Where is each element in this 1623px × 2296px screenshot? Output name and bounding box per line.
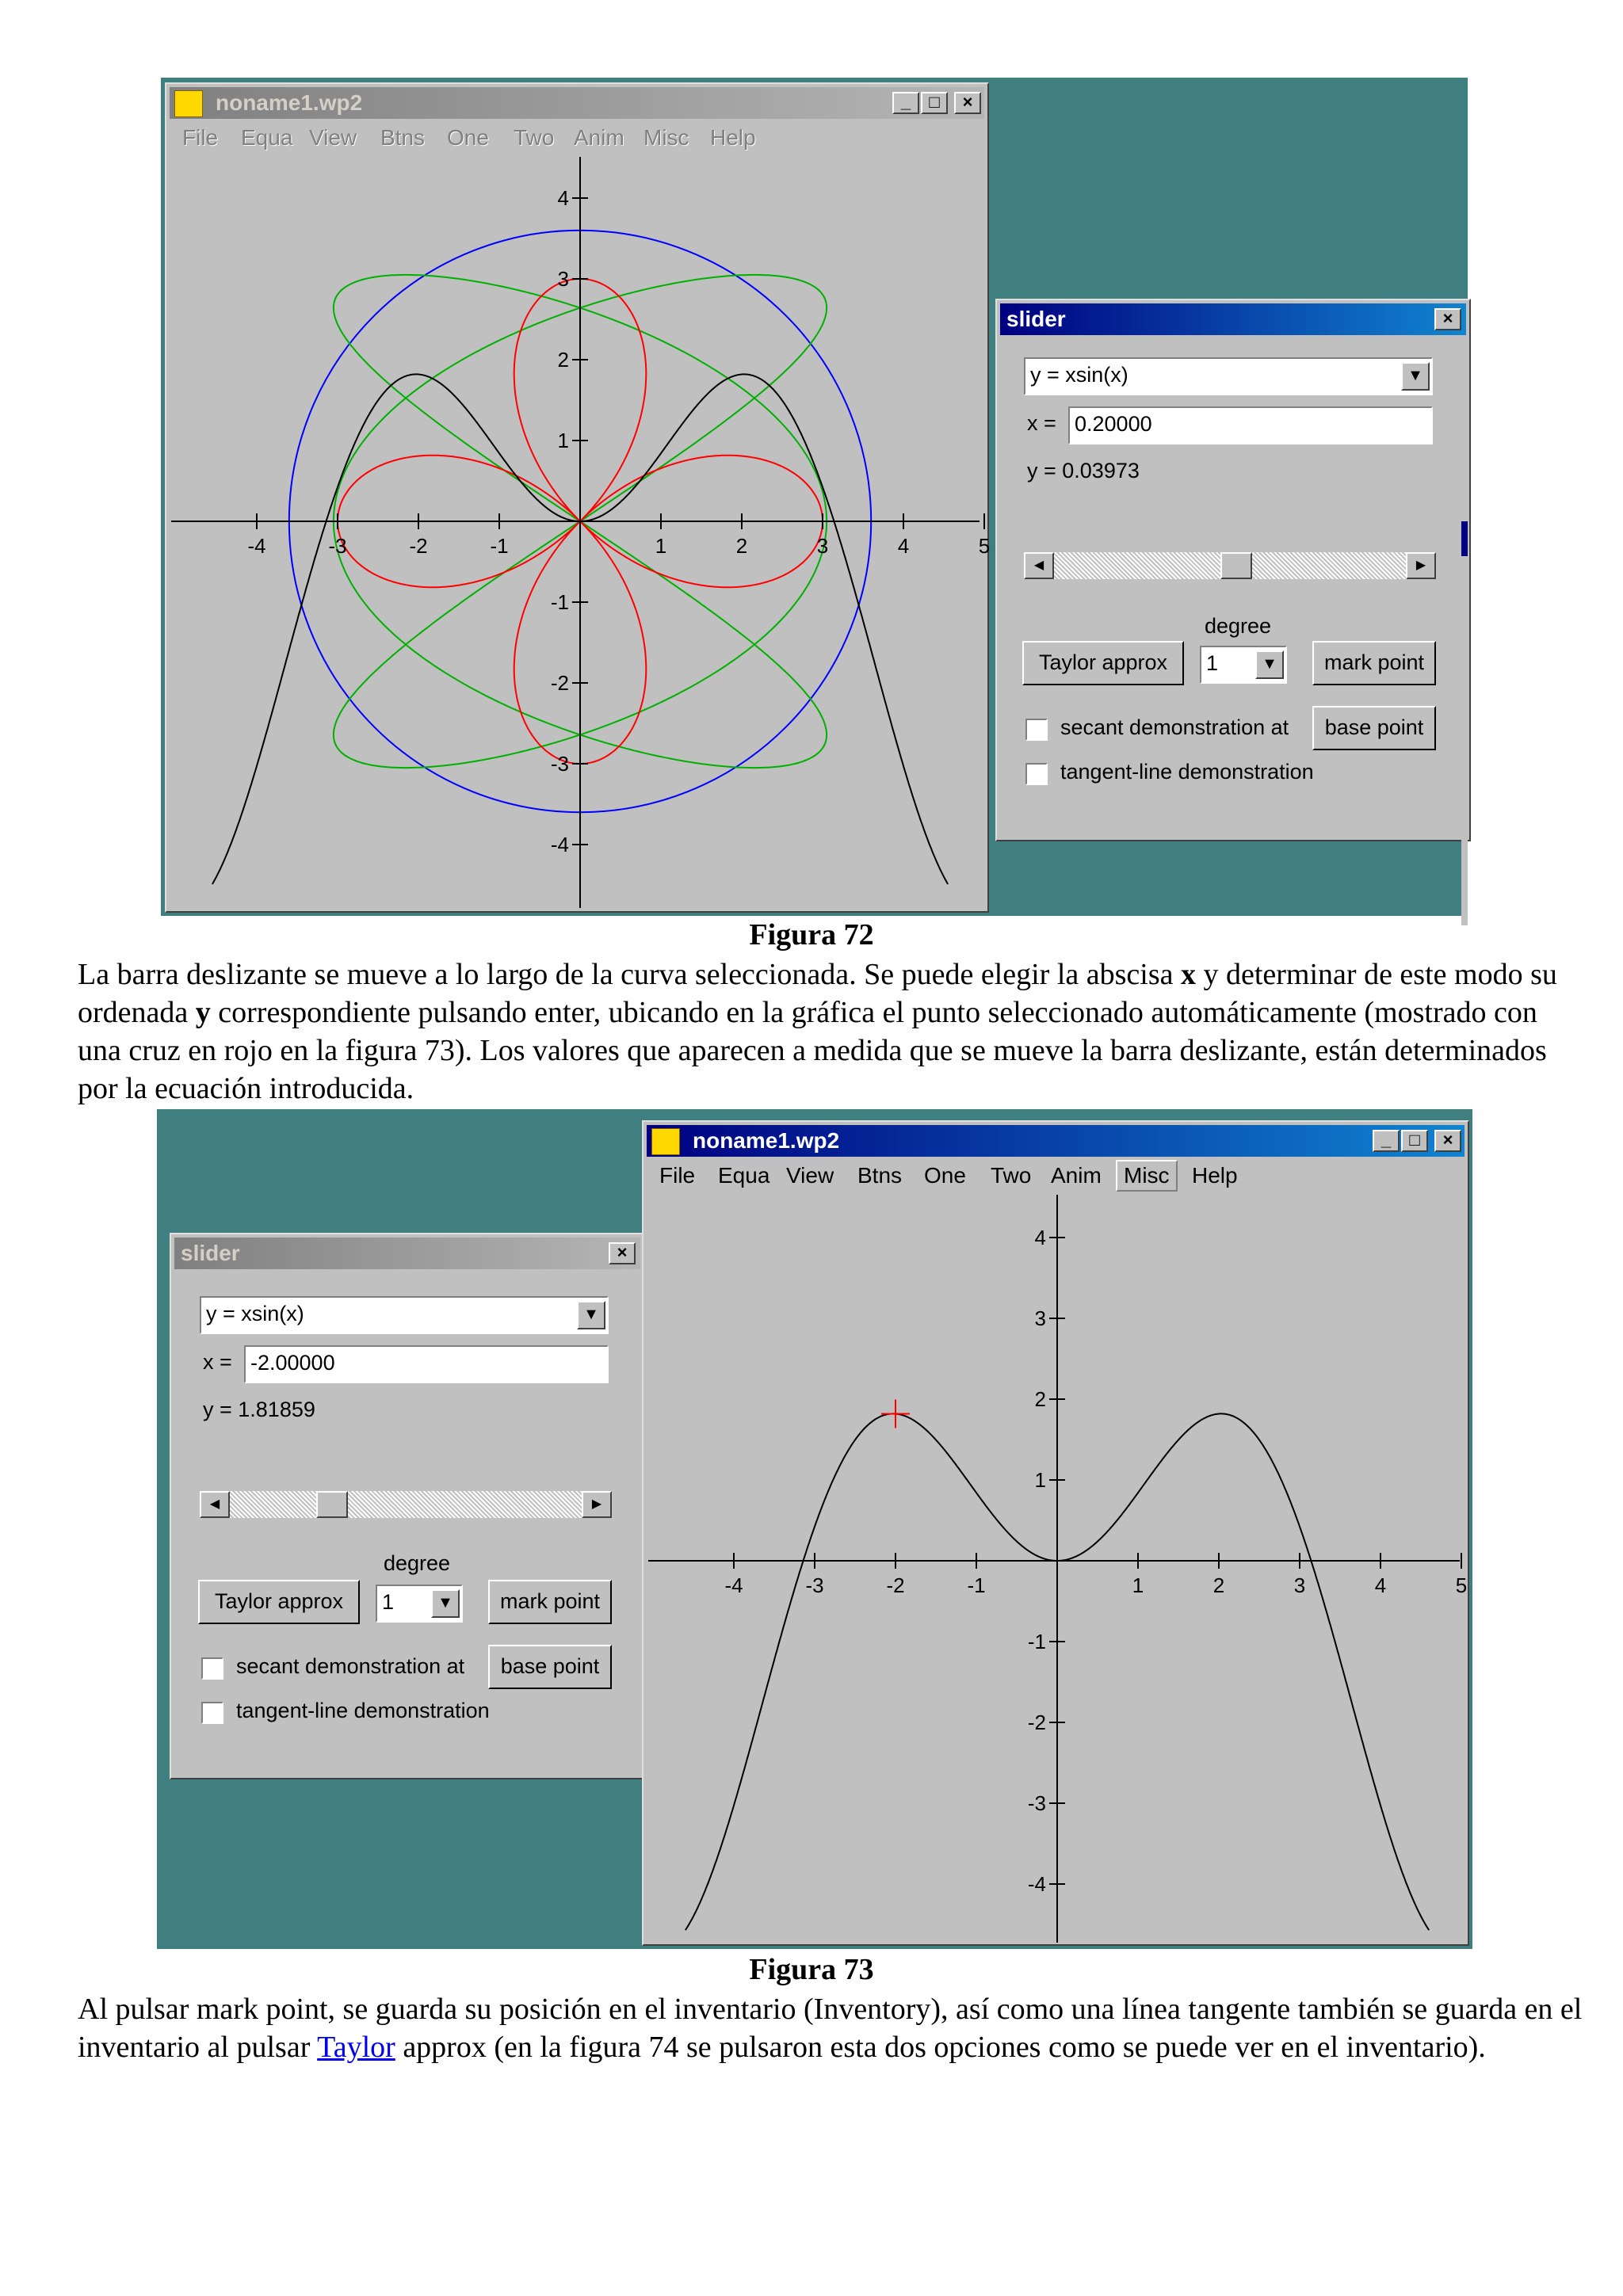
taylor-link[interactable]: Taylor — [317, 2031, 395, 2064]
y-readout: y = 1.81859 — [203, 1398, 315, 1421]
scroll-right-button[interactable]: ▶ — [1406, 552, 1436, 579]
y-tick-label: -3 — [550, 752, 569, 776]
window-title: noname1.wp2 — [216, 90, 363, 115]
chevron-down-icon[interactable]: ▼ — [577, 1301, 605, 1329]
paragraph-1-bold-x: x — [1180, 958, 1196, 991]
y-tick-label: 2 — [1034, 1387, 1046, 1411]
menu-one[interactable]: One — [447, 125, 489, 150]
x-label: x = — [203, 1350, 232, 1374]
tangent-checkbox[interactable] — [1025, 763, 1048, 785]
plot-window — [642, 1120, 1469, 1946]
minimize-button[interactable]: _ — [1373, 1130, 1400, 1152]
menu-two[interactable]: Two — [514, 125, 555, 150]
scroll-left-button[interactable]: ◀ — [200, 1491, 230, 1518]
menu-btns[interactable]: Btns — [380, 125, 426, 150]
x-tick-label: -4 — [724, 1573, 743, 1597]
taylor-approx-button[interactable]: Taylor approx — [198, 1580, 360, 1624]
menu-view[interactable]: View — [309, 125, 357, 150]
paragraph-2-text-b: approx (en la figura 74 se pulsaron esta dos opciones como se puede ver en el inventario). — [395, 2031, 1486, 2064]
tangent-label: tangent-line demonstration — [236, 1699, 490, 1722]
x-tick-label: 3 — [816, 534, 829, 558]
figure-72-screenshot — [161, 78, 1468, 916]
menu-equa[interactable]: Equa — [241, 125, 293, 150]
close-button[interactable]: × — [1434, 1130, 1461, 1152]
slider-titlebar[interactable] — [174, 1238, 640, 1269]
y-tick-label: 4 — [1034, 1226, 1046, 1249]
figure-73-caption: Figura 73 — [749, 1953, 874, 1986]
position-scrollbar[interactable] — [1024, 552, 1436, 579]
paragraph-1-text-b: y determinar de este modo su ordenada — [78, 958, 1557, 1029]
y-tick-label: 4 — [557, 186, 569, 210]
x-tick-label: -4 — [247, 534, 266, 558]
x-tick-label: 1 — [655, 534, 667, 558]
y-tick-label: -4 — [550, 833, 569, 856]
equation-select[interactable] — [1024, 357, 1433, 395]
degree-label: degree — [384, 1551, 451, 1575]
base-point-button[interactable]: base point — [1312, 706, 1436, 750]
scroll-thumb[interactable] — [316, 1491, 348, 1518]
maximize-button[interactable]: □ — [1401, 1130, 1428, 1152]
menu-btns[interactable]: Btns — [857, 1163, 903, 1188]
x-tick-label: -3 — [328, 534, 347, 558]
x-input[interactable]: 0.20000 — [1068, 406, 1433, 444]
paragraph-1 — [78, 955, 1583, 1108]
slider-title: slider — [181, 1241, 240, 1265]
maximize-button[interactable]: □ — [921, 92, 948, 114]
graph-area[interactable] — [648, 1195, 1468, 1943]
figure-73-screenshot — [157, 1109, 1472, 1949]
menu-help[interactable]: Help — [1192, 1163, 1238, 1188]
x-tick-label: 4 — [1374, 1573, 1387, 1597]
menu-file[interactable]: File — [659, 1163, 696, 1188]
menu-misc[interactable]: Misc — [643, 125, 689, 150]
menu-file[interactable]: File — [182, 125, 219, 150]
y-tick-label: 1 — [1034, 1468, 1046, 1492]
degree-value: 1 — [1206, 651, 1219, 675]
slider-titlebar[interactable] — [1000, 303, 1466, 335]
scroll-right-button[interactable]: ▶ — [582, 1491, 612, 1518]
menu-one[interactable]: One — [924, 1163, 966, 1188]
close-button[interactable]: × — [954, 92, 981, 114]
menu-two[interactable]: Two — [991, 1163, 1032, 1188]
y-tick-label: -4 — [1027, 1872, 1046, 1896]
paragraph-1-bold-y: y — [195, 996, 211, 1029]
degree-value: 1 — [382, 1590, 395, 1614]
app-icon — [651, 1128, 680, 1155]
x-tick-label: 5 — [978, 534, 991, 558]
secant-label: secant demonstration at — [1060, 715, 1289, 739]
app-icon — [174, 90, 203, 117]
secant-checkbox[interactable] — [1025, 719, 1048, 741]
paragraph-2 — [78, 1990, 1583, 2066]
y-readout: y = 0.03973 — [1027, 459, 1140, 482]
x-tick-label: 5 — [1455, 1573, 1468, 1597]
degree-label: degree — [1205, 614, 1272, 638]
plot-window-titlebar[interactable] — [170, 87, 984, 119]
x-tick-label: -3 — [805, 1573, 824, 1597]
y-tick-label: -1 — [550, 590, 569, 614]
paragraph-1-text-c: correspondiente pulsando enter, ubicando en la gráfica el punto seleccionado automáticamente (mostrado con una cruz en rojo en la figura 73). Los valores que aparecen a medida que se mueve la barra deslizante, están determinados por la ecuación introducida. — [78, 996, 1547, 1105]
window-title: noname1.wp2 — [693, 1128, 840, 1153]
tangent-label: tangent-line demonstration — [1060, 760, 1314, 784]
y-tick-label: -1 — [1027, 1630, 1046, 1653]
x-tick-label: 2 — [735, 534, 748, 558]
graph-area[interactable] — [171, 157, 991, 908]
taylor-approx-button[interactable]: Taylor approx — [1022, 641, 1184, 685]
position-scrollbar[interactable] — [200, 1491, 612, 1518]
equation-value: y = xsin(x) — [1030, 363, 1128, 387]
paragraph-2-text-a: Al pulsar mark point, se guarda su posición en el inventario (Inventory), así como una línea tangente también se guarda en el inventario al pulsar — [78, 1993, 1583, 2064]
secant-label: secant demonstration at — [236, 1654, 465, 1678]
x-tick-label: 2 — [1212, 1573, 1225, 1597]
scroll-track[interactable] — [230, 1491, 582, 1518]
x-input[interactable]: -2.00000 — [244, 1345, 609, 1383]
menu-anim[interactable]: Anim — [574, 125, 624, 150]
y-tick-label: 3 — [1034, 1306, 1046, 1330]
y-tick-label: -3 — [1027, 1791, 1046, 1815]
menu-anim[interactable]: Anim — [1051, 1163, 1102, 1188]
x-tick-label: -1 — [967, 1573, 986, 1597]
slider-title: slider — [1006, 307, 1066, 331]
scroll-thumb[interactable] — [1220, 552, 1252, 579]
y-tick-label: 2 — [557, 348, 569, 372]
mark-point-button[interactable]: mark point — [488, 1580, 612, 1624]
scroll-left-button[interactable]: ◀ — [1024, 552, 1054, 579]
background-window-titlebar-edge — [1461, 521, 1468, 556]
menu-bar — [170, 122, 984, 154]
plot-window — [165, 82, 989, 913]
y-tick-label: 1 — [557, 429, 569, 452]
chevron-down-icon[interactable]: ▼ — [1255, 650, 1284, 679]
paragraph-1-text-a: La barra deslizante se mueve a lo largo de la curva seleccionada. Se puede elegir la abscisa — [78, 958, 1181, 991]
y-tick-label: -2 — [550, 671, 569, 695]
x-tick-label: -1 — [490, 534, 509, 558]
x-tick-label: 1 — [1132, 1573, 1144, 1597]
background-window-edge — [1461, 339, 1468, 925]
slider-dialog — [170, 1233, 645, 1779]
slider-close-button[interactable]: × — [1434, 308, 1461, 330]
chevron-down-icon[interactable]: ▼ — [431, 1589, 460, 1618]
slider-dialog — [995, 299, 1471, 841]
menu-bar — [647, 1160, 1465, 1192]
degree-select[interactable] — [376, 1585, 463, 1623]
minimize-button[interactable]: _ — [892, 92, 919, 114]
x-tick-label: 4 — [897, 534, 910, 558]
secant-checkbox[interactable] — [201, 1657, 223, 1680]
mark-point-button[interactable]: mark point — [1312, 641, 1436, 685]
y-tick-label: 3 — [557, 267, 569, 291]
menu-view[interactable]: View — [786, 1163, 834, 1188]
x-tick-label: -2 — [409, 534, 428, 558]
figure-72-caption: Figura 72 — [749, 918, 874, 952]
x-tick-label: -2 — [886, 1573, 905, 1597]
x-label: x = — [1027, 411, 1056, 435]
slider-close-button[interactable]: × — [609, 1242, 636, 1264]
menu-help[interactable]: Help — [710, 125, 756, 150]
equation-select[interactable] — [200, 1296, 609, 1334]
plot-window-titlebar[interactable] — [647, 1125, 1465, 1157]
tangent-checkbox[interactable] — [201, 1702, 223, 1724]
degree-select[interactable] — [1200, 646, 1287, 684]
equation-value: y = xsin(x) — [206, 1302, 304, 1325]
menu-misc[interactable]: Misc — [1116, 1160, 1178, 1192]
menu-equa[interactable]: Equa — [718, 1163, 770, 1188]
x-tick-label: 3 — [1293, 1573, 1306, 1597]
y-tick-label: -2 — [1027, 1711, 1046, 1734]
base-point-button[interactable]: base point — [488, 1645, 612, 1689]
chevron-down-icon[interactable]: ▼ — [1401, 362, 1430, 391]
